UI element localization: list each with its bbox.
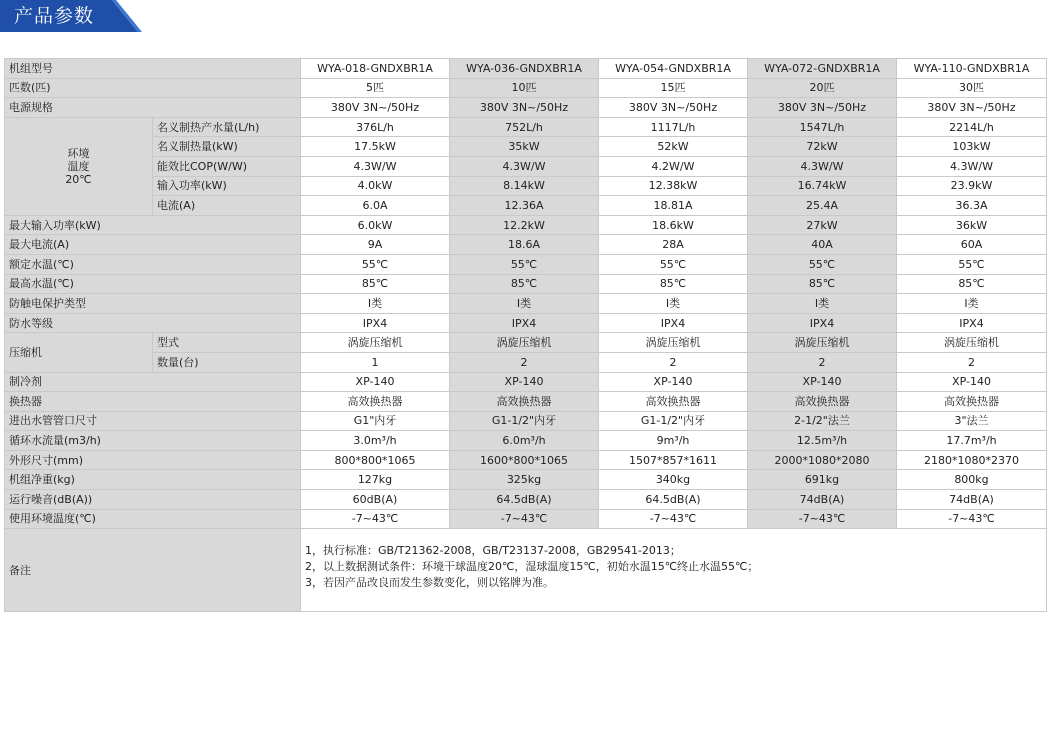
row-label: 匹数(匹) [5, 78, 301, 98]
value-cell: 1547L/h [748, 117, 897, 137]
value-cell: 691kg [748, 470, 897, 490]
value-cell: 85℃ [450, 274, 599, 294]
value-cell: 380V 3N~/50Hz [748, 98, 897, 118]
value-cell: 27kW [748, 215, 897, 235]
table-row [5, 137, 1047, 157]
notes-label: 备注 [5, 529, 301, 612]
value-cell: 55℃ [897, 254, 1047, 274]
table-row [5, 215, 1047, 235]
value-cell: 2180*1080*2370 [897, 450, 1047, 470]
sub-row-label: 电流(A) [153, 196, 301, 216]
table-row [5, 392, 1047, 412]
value-cell: 3.0m³/h [301, 431, 450, 451]
value-cell: 1507*857*1611 [599, 450, 748, 470]
value-cell: 1600*800*1065 [450, 450, 599, 470]
notes-row [5, 529, 1047, 612]
value-cell: 4.0kW [301, 176, 450, 196]
value-cell: XP-140 [450, 372, 599, 392]
value-cell: 127kg [301, 470, 450, 490]
value-cell: 4.2W/W [599, 156, 748, 176]
table-row [5, 372, 1047, 392]
table-row [5, 352, 1047, 372]
row-label: 机组净重(kg) [5, 470, 301, 490]
notes-content [301, 529, 1047, 612]
value-cell: 18.6A [450, 235, 599, 255]
value-cell: 17.7m³/h [897, 431, 1047, 451]
value-cell: 40A [748, 235, 897, 255]
value-cell: 1 [301, 352, 450, 372]
value-cell: 52kW [599, 137, 748, 157]
value-cell: 800*800*1065 [301, 450, 450, 470]
value-cell: 12.2kW [450, 215, 599, 235]
row-label: 进出水管管口尺寸 [5, 411, 301, 431]
value-cell: XP-140 [599, 372, 748, 392]
sub-row-label: 名义制热量(kW) [153, 137, 301, 157]
value-cell: 36.3A [897, 196, 1047, 216]
group-label-line: 温度 [67, 159, 90, 173]
value-cell: XP-140 [301, 372, 450, 392]
table-row [5, 333, 1047, 353]
value-cell: 380V 3N~/50Hz [599, 98, 748, 118]
value-cell: 16.74kW [748, 176, 897, 196]
row-label: 防水等级 [5, 313, 301, 333]
value-cell: 35kW [450, 137, 599, 157]
value-cell: 涡旋压缩机 [450, 333, 599, 353]
value-cell: 30匹 [897, 78, 1047, 98]
model-cell: WYA-054-GNDXBR1A [599, 59, 748, 79]
value-cell: 25.4A [748, 196, 897, 216]
row-label: 电源规格 [5, 98, 301, 118]
row-label: 换热器 [5, 392, 301, 412]
value-cell: I类 [599, 294, 748, 314]
row-label: 制冷剂 [5, 372, 301, 392]
table-row [5, 274, 1047, 294]
value-cell: 5匹 [301, 78, 450, 98]
table-row [5, 450, 1047, 470]
value-cell: 高效换热器 [301, 392, 450, 412]
value-cell: 23.9kW [897, 176, 1047, 196]
value-cell: 9m³/h [599, 431, 748, 451]
env-temp-group-label [5, 117, 153, 215]
table-row [5, 509, 1047, 529]
row-label: 最高水温(℃) [5, 274, 301, 294]
value-cell: 4.3W/W [748, 156, 897, 176]
row-label: 最大电流(A) [5, 235, 301, 255]
table-row [5, 470, 1047, 490]
value-cell: 9A [301, 235, 450, 255]
table-row [5, 117, 1047, 137]
sub-row-label: 能效比COP(W/W) [153, 156, 301, 176]
value-cell: 64.5dB(A) [599, 490, 748, 510]
value-cell: 64.5dB(A) [450, 490, 599, 510]
value-cell: 1117L/h [599, 117, 748, 137]
table-row [5, 78, 1047, 98]
row-label: 循环水流量(m3/h) [5, 431, 301, 451]
notes-line: 1，执行标准：GB/T21362-2008，GB/T23137-2008，GB29541-2013； [305, 544, 681, 558]
value-cell: 高效换热器 [599, 392, 748, 412]
value-cell: 涡旋压缩机 [599, 333, 748, 353]
group-label-line: 20℃ [65, 172, 92, 186]
value-cell: 85℃ [897, 274, 1047, 294]
table-row [5, 196, 1047, 216]
value-cell: 4.3W/W [301, 156, 450, 176]
value-cell: 3"法兰 [897, 411, 1047, 431]
table-row [5, 294, 1047, 314]
sub-row-label: 型式 [153, 333, 301, 353]
table-row [5, 313, 1047, 333]
value-cell: 55℃ [748, 254, 897, 274]
table-row [5, 411, 1047, 431]
value-cell: 高效换热器 [748, 392, 897, 412]
table-row [5, 176, 1047, 196]
row-label: 最大输入功率(kW) [5, 215, 301, 235]
value-cell: 36kW [897, 215, 1047, 235]
value-cell: 60dB(A) [301, 490, 450, 510]
value-cell: 2 [897, 352, 1047, 372]
value-cell: 18.81A [599, 196, 748, 216]
value-cell: -7~43℃ [748, 509, 897, 529]
row-label: 机组型号 [5, 59, 301, 79]
value-cell: 15匹 [599, 78, 748, 98]
value-cell: G1"内牙 [301, 411, 450, 431]
value-cell: 涡旋压缩机 [897, 333, 1047, 353]
page-title: 产品参数 [14, 5, 95, 27]
section-header-tab [0, 0, 160, 34]
value-cell: 74dB(A) [748, 490, 897, 510]
table-row-model [5, 59, 1047, 79]
value-cell: 85℃ [748, 274, 897, 294]
value-cell: 2-1/2"法兰 [748, 411, 897, 431]
value-cell: -7~43℃ [301, 509, 450, 529]
value-cell: IPX4 [301, 313, 450, 333]
value-cell: G1-1/2"内牙 [599, 411, 748, 431]
model-cell: WYA-072-GNDXBR1A [748, 59, 897, 79]
value-cell: 28A [599, 235, 748, 255]
value-cell: 涡旋压缩机 [748, 333, 897, 353]
model-cell: WYA-110-GNDXBR1A [897, 59, 1047, 79]
notes-line: 2，以上数据测试条件：环境干球温度20℃，湿球温度15℃，初始水温15℃终止水温55℃； [305, 560, 759, 574]
value-cell: 18.6kW [599, 215, 748, 235]
value-cell: -7~43℃ [897, 509, 1047, 529]
table-row [5, 235, 1047, 255]
value-cell: 2 [450, 352, 599, 372]
value-cell: -7~43℃ [450, 509, 599, 529]
value-cell: 17.5kW [301, 137, 450, 157]
table-row [5, 490, 1047, 510]
value-cell: I类 [301, 294, 450, 314]
value-cell: 20匹 [748, 78, 897, 98]
group-label-line: 环境 [67, 146, 90, 160]
row-label: 运行噪音(dB(A)) [5, 490, 301, 510]
value-cell: I类 [897, 294, 1047, 314]
value-cell: 10匹 [450, 78, 599, 98]
value-cell: 60A [897, 235, 1047, 255]
value-cell: 74dB(A) [897, 490, 1047, 510]
value-cell: 55℃ [301, 254, 450, 274]
value-cell: IPX4 [748, 313, 897, 333]
sub-row-label: 名义制热产水量(L/h) [153, 117, 301, 137]
table-row [5, 431, 1047, 451]
value-cell: 85℃ [599, 274, 748, 294]
value-cell: 4.3W/W [450, 156, 599, 176]
row-label: 防触电保护类型 [5, 294, 301, 314]
value-cell: 380V 3N~/50Hz [450, 98, 599, 118]
value-cell: 4.3W/W [897, 156, 1047, 176]
value-cell: IPX4 [450, 313, 599, 333]
value-cell: 高效换热器 [450, 392, 599, 412]
value-cell: 6.0A [301, 196, 450, 216]
value-cell: 高效换热器 [897, 392, 1047, 412]
value-cell: 2 [748, 352, 897, 372]
notes-line: 3，若因产品改良而发生参数变化，则以铭牌为准。 [305, 576, 554, 590]
sub-row-label: 输入功率(kW) [153, 176, 301, 196]
value-cell: 6.0m³/h [450, 431, 599, 451]
compressor-group-label: 压缩机 [5, 333, 153, 372]
value-cell: 2214L/h [897, 117, 1047, 137]
table-row [5, 98, 1047, 118]
table-row [5, 254, 1047, 274]
value-cell: 55℃ [599, 254, 748, 274]
value-cell: 涡旋压缩机 [301, 333, 450, 353]
value-cell: I类 [748, 294, 897, 314]
value-cell: 380V 3N~/50Hz [301, 98, 450, 118]
value-cell: 380V 3N~/50Hz [897, 98, 1047, 118]
value-cell: 2000*1080*2080 [748, 450, 897, 470]
value-cell: 800kg [897, 470, 1047, 490]
value-cell: 12.5m³/h [748, 431, 897, 451]
value-cell: 752L/h [450, 117, 599, 137]
value-cell: 340kg [599, 470, 748, 490]
sub-row-label: 数量(台) [153, 352, 301, 372]
model-cell: WYA-018-GNDXBR1A [301, 59, 450, 79]
value-cell: 12.38kW [599, 176, 748, 196]
row-label: 外形尺寸(mm) [5, 450, 301, 470]
value-cell: XP-140 [897, 372, 1047, 392]
product-spec-table [4, 58, 1047, 612]
value-cell: XP-140 [748, 372, 897, 392]
value-cell: 376L/h [301, 117, 450, 137]
value-cell: I类 [450, 294, 599, 314]
value-cell: G1-1/2"内牙 [450, 411, 599, 431]
value-cell: IPX4 [897, 313, 1047, 333]
value-cell: 8.14kW [450, 176, 599, 196]
value-cell: 72kW [748, 137, 897, 157]
value-cell: -7~43℃ [599, 509, 748, 529]
value-cell: 103kW [897, 137, 1047, 157]
table-row [5, 156, 1047, 176]
value-cell: 55℃ [450, 254, 599, 274]
value-cell: 12.36A [450, 196, 599, 216]
value-cell: 85℃ [301, 274, 450, 294]
value-cell: 325kg [450, 470, 599, 490]
model-cell: WYA-036-GNDXBR1A [450, 59, 599, 79]
value-cell: 2 [599, 352, 748, 372]
row-label: 额定水温(℃) [5, 254, 301, 274]
row-label: 使用环境温度(℃) [5, 509, 301, 529]
value-cell: IPX4 [599, 313, 748, 333]
value-cell: 6.0kW [301, 215, 450, 235]
